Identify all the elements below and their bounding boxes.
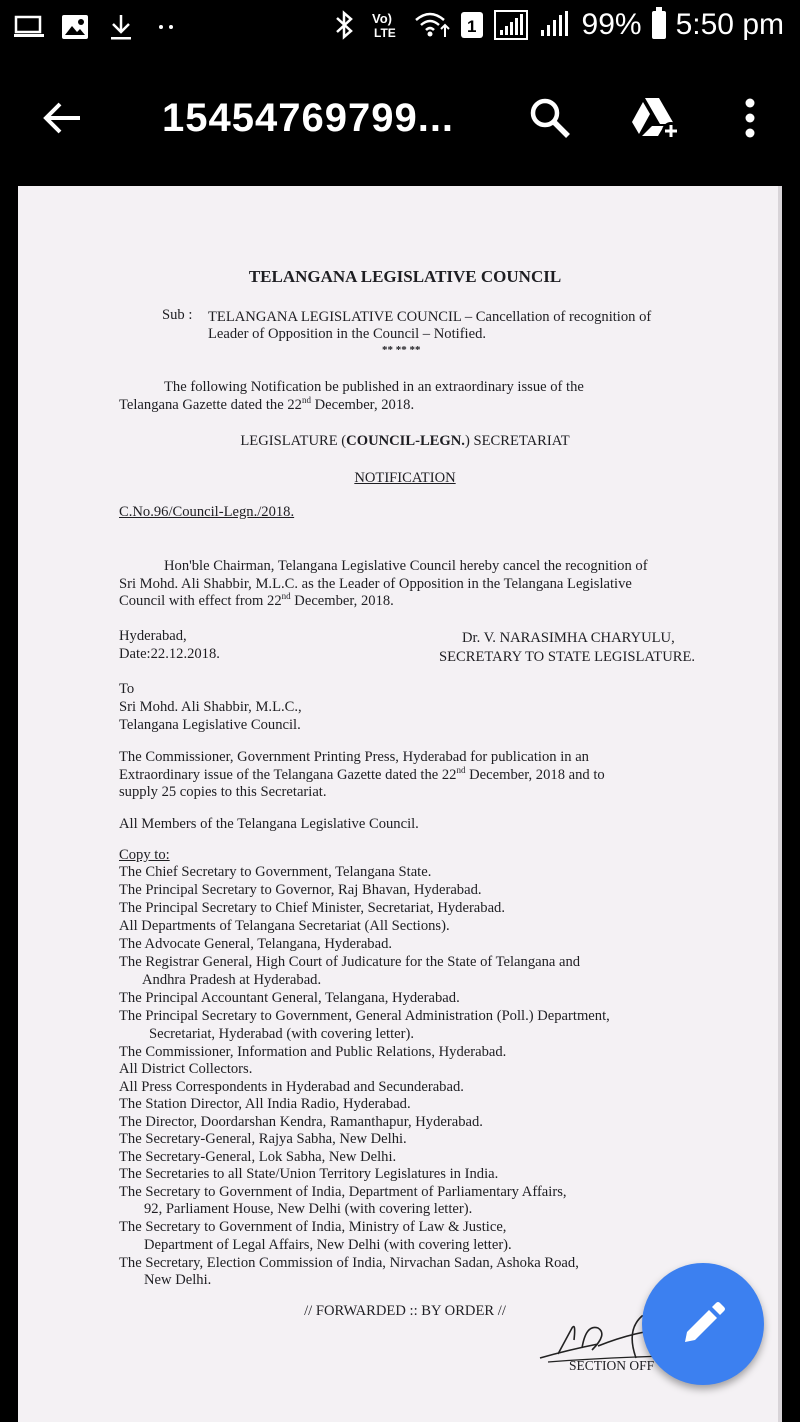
copy-list-item: The Secretary to Government of India, Department of Parliamentary Affairs, <box>119 1184 567 1200</box>
system-icons <box>330 8 784 42</box>
subject-label: Sub : <box>162 307 193 323</box>
reference-number: C.No.96/Council-Legn./2018. <box>119 504 295 520</box>
copy-list-item: The Commissioner, Information and Public Relations, Hyderabad. <box>119 1044 507 1060</box>
image-icon <box>60 12 90 42</box>
copy-list-item: Secretariat, Hyderabad (with covering letter). <box>149 1026 414 1042</box>
svg-text:LTE: LTE <box>373 26 396 40</box>
search-button[interactable] <box>522 90 578 146</box>
body-line-1: Hon'ble Chairman, Telangana Legislative Council hereby cancel the recognition of <box>164 558 648 574</box>
add-to-drive-button[interactable] <box>626 90 686 146</box>
copy-list-item: Department of Legal Affairs, New Delhi (with covering letter). <box>144 1237 512 1253</box>
edit-fab-button[interactable] <box>642 1263 764 1385</box>
more-options-button[interactable] <box>728 90 772 146</box>
place: Hyderabad, <box>119 628 187 644</box>
commissioner-line-2: Extraordinary issue of the Telangana Gazette dated the 22nd December, 2018 and to <box>119 765 605 783</box>
copy-list-item: The Principal Secretary to Chief Minister, Secretariat, Hyderabad. <box>119 900 506 916</box>
copy-list-item: The Secretary, Election Commission of India, Nirvachan Sadan, Ashoka Road, <box>119 1255 579 1271</box>
edit-pencil-icon <box>681 1302 725 1346</box>
volte-icon <box>370 10 404 40</box>
wifi-icon <box>414 10 450 40</box>
drive-add-icon <box>630 96 682 140</box>
section-officer-stamp: SECTION OFF <box>569 1358 655 1373</box>
copy-list-item: The Secretaries to all State/Union Territory Legislatures in India. <box>119 1166 499 1182</box>
commissioner-line-1: The Commissioner, Government Printing Press, Hyderabad for publication in an <box>119 749 589 765</box>
search-icon <box>528 96 572 140</box>
separator-stars: ** ** ** <box>382 344 421 356</box>
copy-list-item: The Chief Secretary to Government, Telangana State. <box>119 864 432 880</box>
signal-icon <box>494 10 528 40</box>
status-bar <box>0 0 800 56</box>
date: Date:22.12.2018. <box>119 646 220 662</box>
copy-list-item: The Secretary-General, Lok Sabha, New Delhi. <box>119 1149 397 1165</box>
sim-slot-badge <box>460 10 484 40</box>
screen-cast-icon <box>14 12 44 42</box>
file-title: 15454769799... <box>162 96 455 140</box>
bluetooth-icon <box>330 10 360 40</box>
download-icon <box>106 12 136 42</box>
copy-list-item: The Secretary to Government of India, Ministry of Law & Justice, <box>119 1219 507 1235</box>
document-page <box>18 186 782 1422</box>
copy-list-item: The Advocate General, Telangana, Hyderabad. <box>119 936 393 952</box>
intro-line-2: Telangana Gazette dated the 22nd December, 2018. <box>119 395 415 413</box>
forwarded-line: // FORWARDED :: BY ORDER // <box>304 1303 506 1319</box>
copy-list-item: The Station Director, All India Radio, Hyderabad. <box>119 1096 411 1112</box>
more-vert-icon <box>744 98 756 138</box>
app-bar <box>0 56 800 180</box>
intro-line-1: The following Notification be published in an extraordinary issue of the <box>164 379 584 395</box>
all-members-line: All Members of the Telangana Legislative Council. <box>119 816 419 832</box>
svg-text:1: 1 <box>466 17 477 36</box>
signatory-name: Dr. V. NARASIMHA CHARYULU, <box>462 630 675 646</box>
battery-icon <box>652 11 666 39</box>
svg-text:Vo): Vo) <box>371 11 392 26</box>
page-edge <box>778 186 782 1422</box>
body-line-2: Sri Mohd. Ali Shabbir, M.L.C. as the Leader of Opposition in the Telangana Legislative <box>119 576 632 592</box>
copy-list-item: All Departments of Telangana Secretariat (All Sections). <box>119 918 450 934</box>
document-heading: TELANGANA LEGISLATIVE COUNCIL <box>248 267 562 286</box>
subject-line-2: Leader of Opposition in the Council – Notified. <box>208 326 487 342</box>
battery-percent: 99% <box>581 8 642 41</box>
signatory-title: SECRETARY TO STATE LEGISLATURE. <box>439 649 696 665</box>
signal-icon <box>538 10 572 40</box>
copy-list-item: The Principal Secretary to Government, General Administration (Poll.) Department, <box>119 1008 610 1024</box>
more-notifications-icon <box>152 12 182 42</box>
back-button[interactable] <box>36 92 88 144</box>
copy-list-item: The Secretary-General, Rajya Sabha, New Delhi. <box>119 1131 407 1147</box>
body-line-3: Council with effect from 22nd December, 2018. <box>119 591 394 609</box>
notification-title: NOTIFICATION <box>354 470 456 486</box>
commissioner-line-3: supply 25 copies to this Secretariat. <box>119 784 327 800</box>
to-line-2: Telangana Legislative Council. <box>119 717 301 733</box>
copy-list-item: Andhra Pradesh at Hyderabad. <box>142 972 322 988</box>
copy-list-item: The Director, Doordarshan Kendra, Ramanthapur, Hyderabad. <box>119 1114 483 1130</box>
clock: 5:50 pm <box>675 8 784 41</box>
copy-list-item: 92, Parliament House, New Delhi (with covering letter). <box>144 1201 473 1217</box>
back-arrow-icon <box>42 100 82 136</box>
copy-list-item: All District Collectors. <box>119 1061 253 1077</box>
notification-icons <box>14 12 182 42</box>
to-label: To <box>119 681 135 697</box>
copy-to-label: Copy to: <box>119 847 170 863</box>
copy-list-item: The Principal Accountant General, Telangana, Hyderabad. <box>119 990 460 1006</box>
copy-list-item: All Press Correspondents in Hyderabad and Secunderabad. <box>119 1079 464 1095</box>
subject-line-1: TELANGANA LEGISLATIVE COUNCIL – Cancellation of recognition of <box>208 309 652 325</box>
copy-list-item: New Delhi. <box>144 1272 212 1288</box>
copy-list-item: The Principal Secretary to Governor, Raj Bhavan, Hyderabad. <box>119 882 482 898</box>
to-line-1: Sri Mohd. Ali Shabbir, M.L.C., <box>119 699 302 715</box>
secretariat-line: LEGISLATURE (COUNCIL-LEGN.) SECRETARIAT <box>240 433 570 449</box>
copy-list-item: The Registrar General, High Court of Judicature for the State of Telangana and <box>119 954 581 970</box>
